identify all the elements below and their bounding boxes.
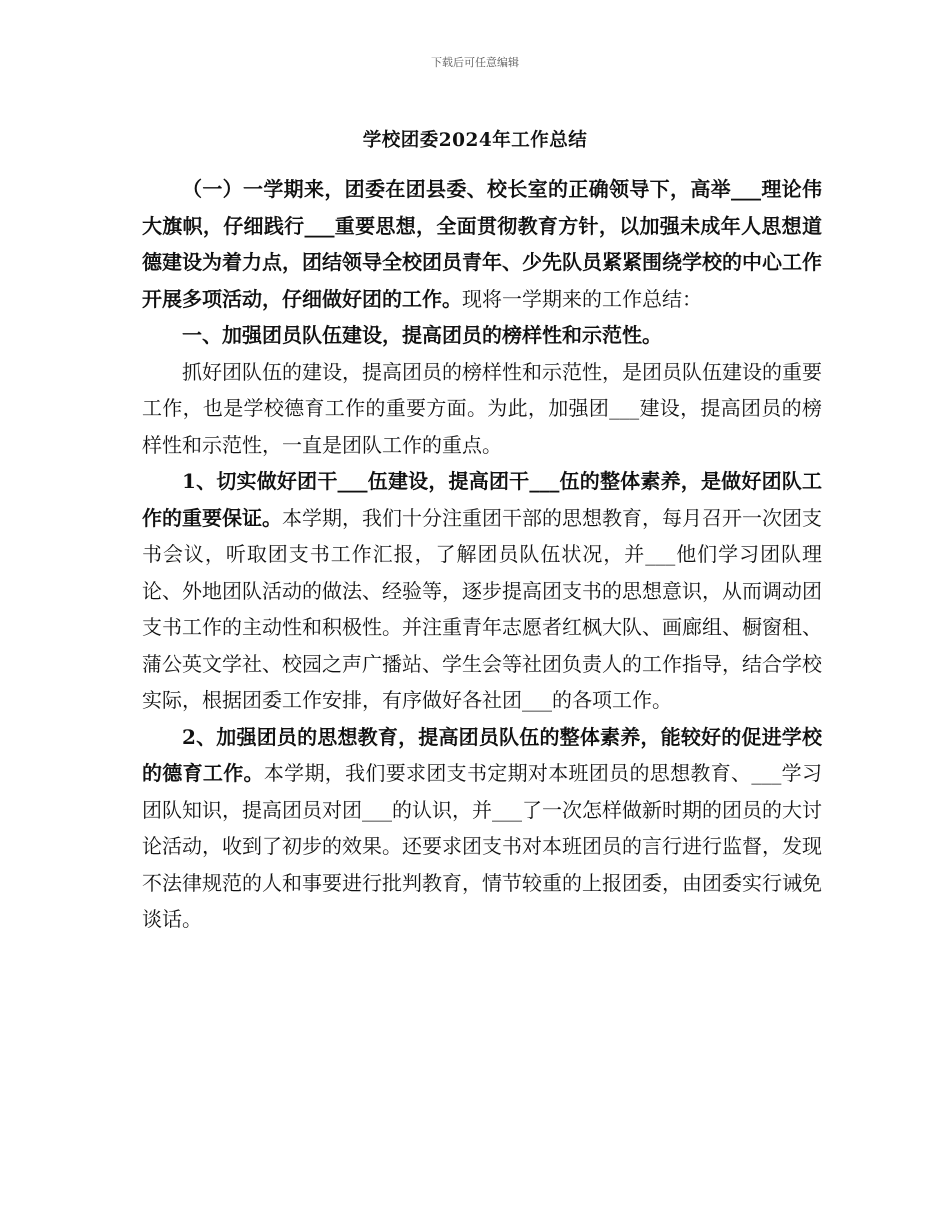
paragraph-item-2-bold: 2、加强团员的思想教育，提高团员队伍的整体素养，能较好的促进学校的德育工作。 <box>142 724 822 785</box>
document-body <box>142 171 822 938</box>
paragraph-intro-text: 现将一学期来的工作总结： <box>462 286 702 311</box>
section-heading-1 <box>142 317 822 354</box>
document-title: 学校团委2024年工作总结 <box>362 130 588 151</box>
paragraph-item-2-text: 本学期，我们要求团支书定期对本班团员的思想教育、___学习团队知识，提高团员对团___的认识，并___了一次怎样做新时期的团员的大讨论活动，收到了初步的效果。还要求团支书对本班团员的言行进行监督，发现不法律规范的人和事要进行批判教育，情节较重的上报团委，由团委实行诫免谈话。 <box>142 761 822 931</box>
paragraph-item-1-bold: 1、切实做好团干___伍建设，提高团干___伍的整体素养，是做好团队工作的重要保证。 <box>142 469 822 530</box>
paragraph-item-1-text: 本学期，我们十分注重团干部的思想教育，每月召开一次团支书会议，听取团支书工作汇报，了解团员队伍状况，并___他们学习团队理论、外地团队活动的做法、经验等，逐步提高团支书的思想意识，从而调动团支书工作的主动性和积极性。并注重青年志愿者红枫大队、画廊组、橱窗租、蒲公英文学社、校园之声广播站、学生会等社团负责人的工作指导，结合学校实际，根据团委工作安排，有序做好各社团___的各项工作。 <box>142 505 822 712</box>
paragraph-item-2 <box>142 719 822 938</box>
paragraph-item-1 <box>142 463 822 719</box>
paragraph-section-1-body <box>142 354 822 464</box>
paragraph-intro-bold: （一）一学期来，团委在团县委、校长室的正确领导下，高举___理论伟大旗帜，仔细践行___重要思想，全面贯彻教育方针，以加强未成年人思想道德建设为着力点，团结领导全校团员青年、少先队员紧紧围绕学校的中心工作开展多项活动，仔细做好团的工作。 <box>142 177 822 311</box>
page-header-note: 下载后可任意编辑 <box>431 56 519 69</box>
section-heading-1-text: 一、加强团员队伍建设，提高团员的榜样性和示范性。 <box>182 323 662 347</box>
paragraph-intro <box>142 171 822 317</box>
paragraph-section-1-body-text: 抓好团队伍的建设，提高团员的榜样性和示范性，是团员队伍建设的重要工作，也是学校德育工作的重要方面。为此，加强团___建设，提高团员的榜样性和示范性，一直是团队工作的重点。 <box>142 359 822 457</box>
